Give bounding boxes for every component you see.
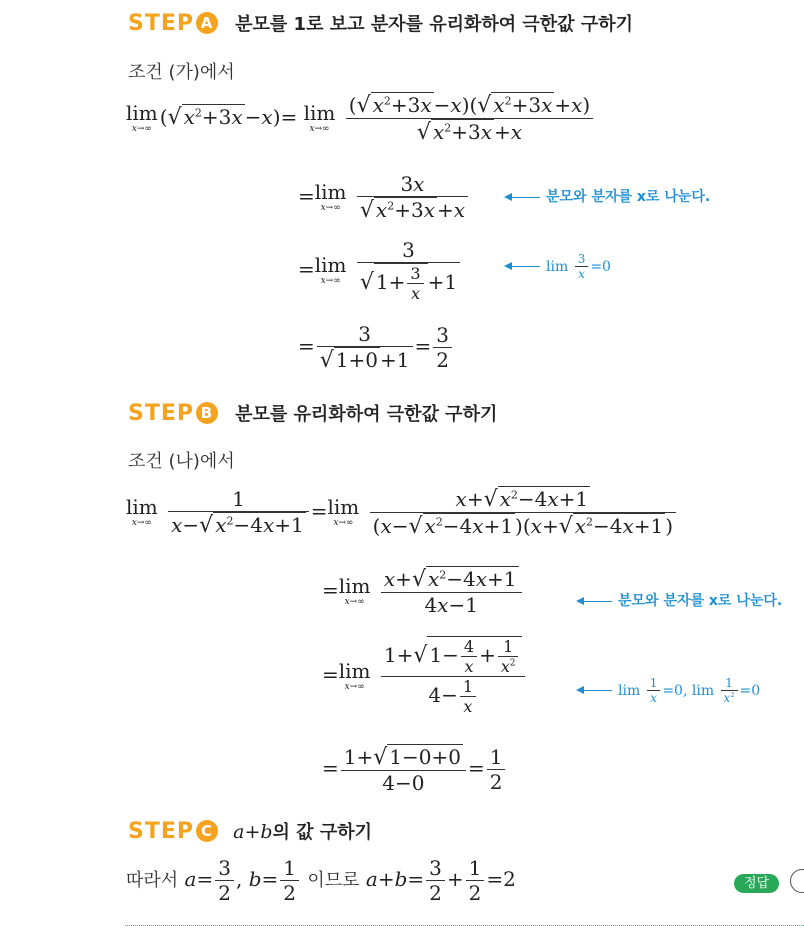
fraction: 1+√ 1− $\frac{4}{x}$ + $\frac{1}{x^2}$ 4− $\frac{1}{x}$: [381, 636, 526, 716]
arrow-left-icon: [506, 197, 540, 198]
lim: lim x→∞: [314, 253, 347, 286]
step-b-eq2: =lim x→∞ $\frac{x+√ x^2-4x+1}{4x-1}$: [322, 566, 524, 617]
step-label: STEP: [128, 819, 195, 844]
fraction: $\frac{1}{2}$: [487, 745, 506, 794]
divider: [125, 925, 804, 926]
fraction: $\frac{3}{2}$: [433, 323, 452, 372]
conclusion: 따라서 a= $\frac{3}{2}$ , b= $\frac{1}{2}$ 이므로 a+b= $\frac{3}{2}$ + $\frac{1}{2}$ =2: [126, 856, 516, 905]
fraction: $\frac{1}{x-√ x^2-4x+1}$: [168, 487, 309, 538]
step-b-eq3: =lim x→∞ 1+√ 1− $\frac{4}{x}$ + $\frac{1}{x^2}$ 4− $\frac{1}{x}$: [322, 636, 527, 716]
answer-circle: [790, 869, 804, 893]
step-a-title: 분모를 1로 보고 분자를 유리화하여 극한값 구하기: [235, 14, 633, 35]
step-b-badge: B: [196, 402, 218, 424]
note-divide-b: 분모와 분자를 x로 나눈다.: [578, 590, 782, 610]
arrow-left-icon: [578, 601, 612, 602]
answer-badge: 정답: [734, 872, 779, 891]
fraction: $\frac{3}{√ 1+0 +1}$: [317, 322, 413, 373]
arrow-left-icon: [578, 690, 612, 691]
step-b-title: 분모를 유리화하여 극한값 구하기: [235, 404, 498, 425]
step-a-eq3: =lim x→∞ 3 √ 1+ $\frac{3}{x}$ +1: [298, 238, 462, 303]
step-b-eq4: = $\frac{1+√ 1-0+0}{4-0}$ = $\frac{1}{2}$: [322, 744, 507, 795]
step-a-eq4: = $\frac{3}{√ 1+0 +1}$ = $\frac{3}{2}$: [298, 322, 454, 373]
lim: lim x→∞: [338, 574, 371, 607]
lim: lim x→∞: [126, 495, 158, 528]
lim: lim x→∞: [338, 658, 371, 692]
step-c-title: 의 값 구하기: [272, 822, 373, 843]
fraction: $\frac{1+√ 1-0+0}{4-0}$: [341, 744, 466, 795]
step-a-eq2: =lim x→∞ $\frac{3x}{√ x^2+3x +x}$: [298, 172, 470, 223]
step-b-eq1: lim x→∞ $\frac{1}{x-√ x^2-4x+1}$ =lim x→∞ $\frac{x+√ x^2-4x+1}{(x-√ x^2-4x+1 )(x+√ x^2-4x+1 )}$: [126, 486, 678, 539]
conclusion-mid: 이므로: [307, 870, 360, 891]
fraction: $\frac{(√ x^2+3x -x)(√ x^2+3x +x)}{√ x^2+3x +x}$: [346, 92, 593, 145]
fraction: 3 √ 1+ $\frac{3}{x}$ +1: [357, 238, 460, 303]
step-a-badge: A: [196, 12, 218, 34]
lim: lim x→∞: [327, 495, 360, 528]
step-a-header: [128, 10, 633, 36]
step-label: STEP: [128, 401, 195, 426]
arrow-left-icon: [506, 266, 540, 267]
condition-na: 조건 (나)에서: [128, 451, 235, 472]
note-limit-b: lim $\frac{1}{x}$ =0, lim $\frac{1}{x^2}$ =0: [578, 676, 760, 705]
conclusion-prefix: 따라서: [126, 870, 179, 891]
lim: lim x→∞: [303, 101, 336, 134]
lim: lim x→∞: [126, 101, 158, 134]
step-label: STEP: [128, 11, 195, 36]
step-b-header: [128, 400, 497, 426]
step-c-badge: C: [196, 820, 218, 842]
lim: lim x→∞: [314, 180, 347, 213]
fraction: $\frac{3x}{√ x^2+3x +x}$: [357, 172, 468, 223]
step-c-header: STEP C a+b의 값 구하기: [128, 819, 373, 844]
fraction: $\frac{x+√ x^2-4x+1}{(x-√ x^2-4x+1 )(x+√ x^2-4x+1 )}$: [370, 486, 676, 539]
note-limit-a: lim $\frac{3}{x}$ =0: [506, 252, 611, 281]
step-a-eq1: lim x→∞ (√ $x^2+3x -x)= \lim$ x→∞ $\frac{(√ x^2+3x -x)(√ x^2+3x +x)}{√ x^2+3x +x}$: [126, 92, 595, 145]
fraction: $\frac{x+√ x^2-4x+1}{4x-1}$: [381, 566, 522, 617]
condition-ga: 조건 (가)에서: [128, 62, 235, 83]
note-divide-a: 분모와 분자를 x로 나눈다.: [506, 186, 710, 206]
